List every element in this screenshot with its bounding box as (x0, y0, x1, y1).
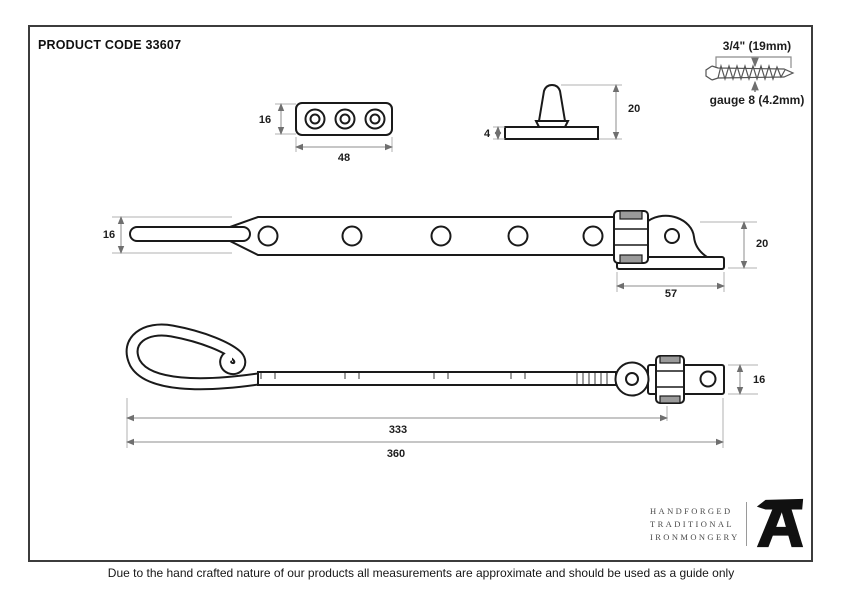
dim-pin-base: 4 (483, 128, 491, 140)
screw-drawing (706, 57, 793, 92)
dim-pin-height: 20 (628, 103, 641, 115)
brand-logo-text (650, 505, 740, 544)
product-code-label: PRODUCT CODE 33607 (38, 38, 182, 52)
brand-logo (650, 498, 805, 550)
disclaimer-text: Due to the hand crafted nature of our products all measurements are approximate and should be used as a guide only (107, 566, 735, 580)
screw-gauge-label: gauge 8 (4.2mm) (709, 93, 805, 107)
dim-keep-plate-width: 48 (337, 152, 351, 164)
dim-bracket-height: 20 (756, 238, 769, 250)
dim-stay-width: 16 (102, 229, 116, 241)
logo-line-2: TRADITIONAL (650, 518, 734, 529)
dim-keep-plate-height: 16 (258, 114, 272, 126)
logo-divider (746, 502, 747, 546)
dim-bracket-length: 57 (664, 288, 678, 300)
stay-top-view (130, 211, 724, 269)
logo-line-1: HANDFORGED (650, 505, 733, 516)
logo-line-3: IRONMONGERY (650, 531, 740, 542)
keep-plate-drawing (296, 103, 392, 135)
pin-drawing (505, 85, 598, 139)
dim-length-to-pivot: 333 (388, 424, 408, 436)
screw-length-label: 3/4" (19mm) (722, 39, 792, 53)
dim-plate-height: 16 (753, 374, 766, 386)
stay-side-view (132, 330, 724, 403)
anvil-icon (755, 497, 805, 551)
dim-overall-length: 360 (386, 448, 406, 460)
